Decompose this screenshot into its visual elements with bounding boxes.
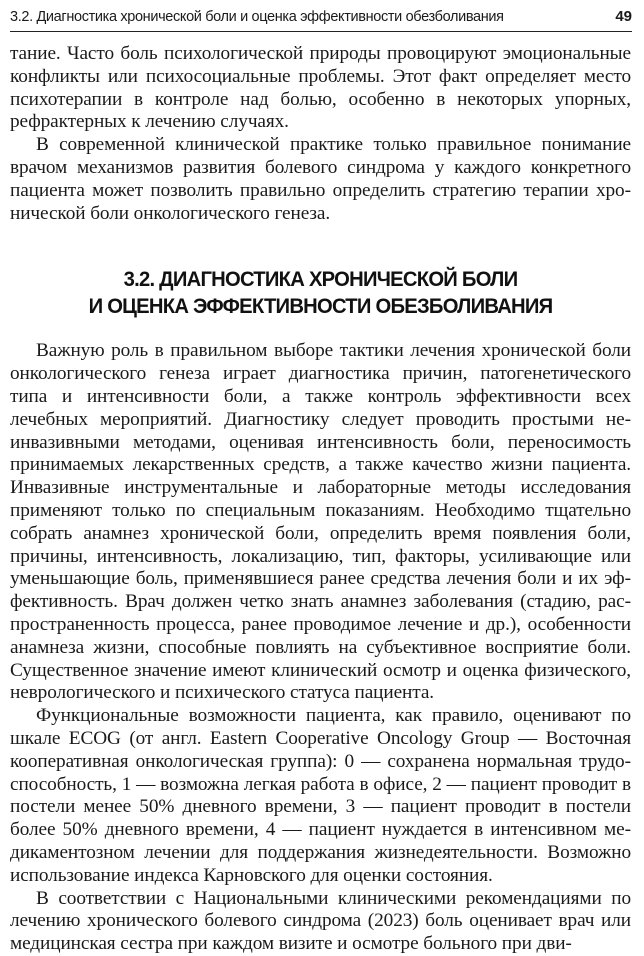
section-heading-line: 3.2. ДИАГНОСТИКА ХРОНИЧЕСКОЙ БОЛИ xyxy=(123,267,518,292)
paragraph: тание. Часто боль психологической природы провоцируют эмоциональные конфликты или психосоциальные проблемы. Этот факт определяет место психотерапии в контроле над болью, особенно в некоторых упорных, рефрактерных к лечению случаях. xyxy=(10,43,631,133)
paragraph: В современной клинической практике только правильное понимание врачом механизмов развития болевого синдрома у каждого конкретного пациента может позволить правильно определить стратегию терапии хронической боли онкологического генеза. xyxy=(10,134,631,224)
page-body xyxy=(10,43,631,956)
paragraph: В соответствии с Национальными клиническими рекомендациями по лечению хронического болевого синдрома (2023) боль оценивает врач или медицинская сестра при каждом визите и осмотре больного при дви- xyxy=(10,887,631,955)
paragraph: Функциональные возможности пациента, как правило, оценивают по шкале ECOG (от англ. Eastern Cooperative Oncology Group — Восточная кооперативная онкологическая группа): 0 — сохранена нормальная трудоспособность, 1 — возможна легкая работа в офисе, 2 — пациент проводит в постели менее 50% дневного времени, 3 — пациент проводит в постели более 50% дневного времени, 4 — пациент нуждается в интенсивном медикаментозном лечении для поддержания жизнедеятельности. Возможно использование индекса Карновского для оценки состояния. xyxy=(10,705,631,886)
running-title: 3.2. Диагностика хронической боли и оценка эффективности обезболивания xyxy=(10,9,504,25)
paragraph: Важную роль в правильном выборе тактики лечения хронической боли онкологического генеза играет диагностика причин, патогенетического типа и интенсивности боли, а также контроль эффективности всех лечебных мероприятий. Диагностику следует проводить простыми неинвазивными методами, оценивая интенсивность боли, переносимость принимаемых лекарственных средств, а также качество жизни пациента. Инвазивные инструментальные и лабораторные методы исследования применяют только по специальным показаниям. Необходимо тщательно собрать анамнез хронической боли, определить время появления боли, причины, интенсивность, локализацию, тип, факторы, усиливающие или уменьшающие боль, применявшиеся ранее средства лечения боли и их эффективность. Врач должен четко знать анамнез заболевания (стадию, распространенность процесса, ранее проводимое лечение и др.), особенности анамнеза жизни, способные повлиять на субъективное восприятие боли. Существенное значение имеют клинический осмотр и оценка физического, неврологического и психического статуса пациента. xyxy=(10,340,631,704)
running-header xyxy=(10,7,632,29)
header-rule xyxy=(10,31,632,32)
section-heading-line: И ОЦЕНКА ЭФФЕКТИВНОСТИ ОБЕЗБОЛИВАНИЯ xyxy=(88,294,553,319)
section-heading xyxy=(29,266,613,320)
page-number: 49 xyxy=(615,8,632,25)
